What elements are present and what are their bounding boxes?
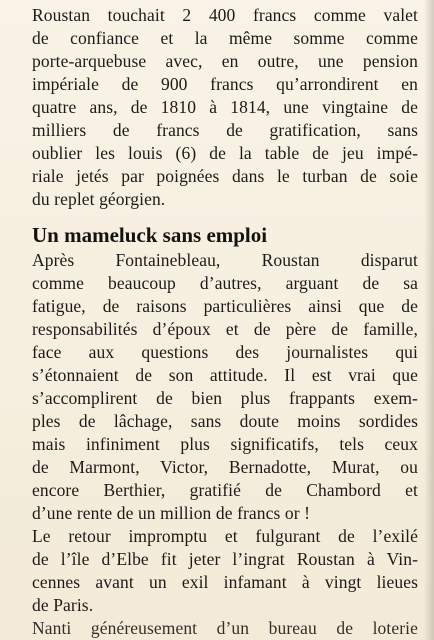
text-line: comme beaucoup d’autres, arguant de sa bbox=[32, 273, 418, 293]
text-line: Après Fontainebleau, Roustan disparut bbox=[32, 250, 418, 270]
text-line: porte-arquebuse avec, en outre, une pension bbox=[32, 51, 418, 71]
text-line: responsabilités d’époux et de père de famille, bbox=[32, 319, 418, 339]
text-line: quatre ans, de 1810 à 1814, une vingtaine de bbox=[32, 97, 418, 117]
text-line: impériale de 900 francs qu’arrondirent en bbox=[32, 74, 418, 94]
paragraph-lottery-partial bbox=[32, 617, 418, 640]
text-line: Le retour impromptu et fulgurant de l’exilé bbox=[32, 526, 418, 546]
paragraph-fontainebleau bbox=[32, 249, 418, 525]
text-line: fatigue, de raisons particulières ainsi que de bbox=[32, 296, 418, 316]
paragraph-salary bbox=[32, 4, 418, 211]
text-line: d’une rente de un million de francs or ! bbox=[32, 503, 311, 523]
text-line: mais infiniment plus significatifs, tels ceux bbox=[32, 434, 418, 454]
text-line: milliers de francs de gratification, sans bbox=[32, 120, 418, 140]
text-line: Roustan touchait 2 400 francs comme valet bbox=[32, 5, 418, 25]
text-line: du replet géorgien. bbox=[32, 189, 166, 209]
text-column bbox=[32, 4, 418, 640]
text-line: de l’île d’Elbe fit jeter l’ingrat Roustan à Vin- bbox=[32, 549, 418, 569]
paragraph-gap bbox=[32, 211, 418, 221]
section-heading: Un mameluck sans emploi bbox=[32, 223, 268, 247]
text-line: face aux questions des journalistes qui bbox=[32, 342, 418, 362]
text-line: de Paris. bbox=[32, 595, 94, 615]
text-line: s’accomplirent de bien plus frappants exem- bbox=[32, 388, 418, 408]
page-edge-shadow bbox=[424, 0, 434, 640]
paragraph-return-from-elba bbox=[32, 525, 418, 617]
text-line: cennes avant un exil infamant à vingt lieues bbox=[32, 572, 418, 592]
text-line: encore Berthier, gratifié de Chambord et bbox=[32, 480, 418, 500]
text-line: riale jetés par poignées dans le turban de soie bbox=[32, 166, 418, 186]
text-line: s’étonnaient de son attitude. Il est vrai que bbox=[32, 365, 418, 385]
text-line: oublier les louis (6) de la table de jeu impé- bbox=[32, 143, 418, 163]
text-line: de confiance et la même somme comme bbox=[32, 28, 418, 48]
text-line: de Marmont, Victor, Bernadotte, Murat, ou bbox=[32, 457, 418, 477]
text-line: ples de lâchage, sans doute moins sordides bbox=[32, 411, 418, 431]
text-line-partial: Nanti généreusement d’un bureau de loterie bbox=[32, 618, 418, 638]
